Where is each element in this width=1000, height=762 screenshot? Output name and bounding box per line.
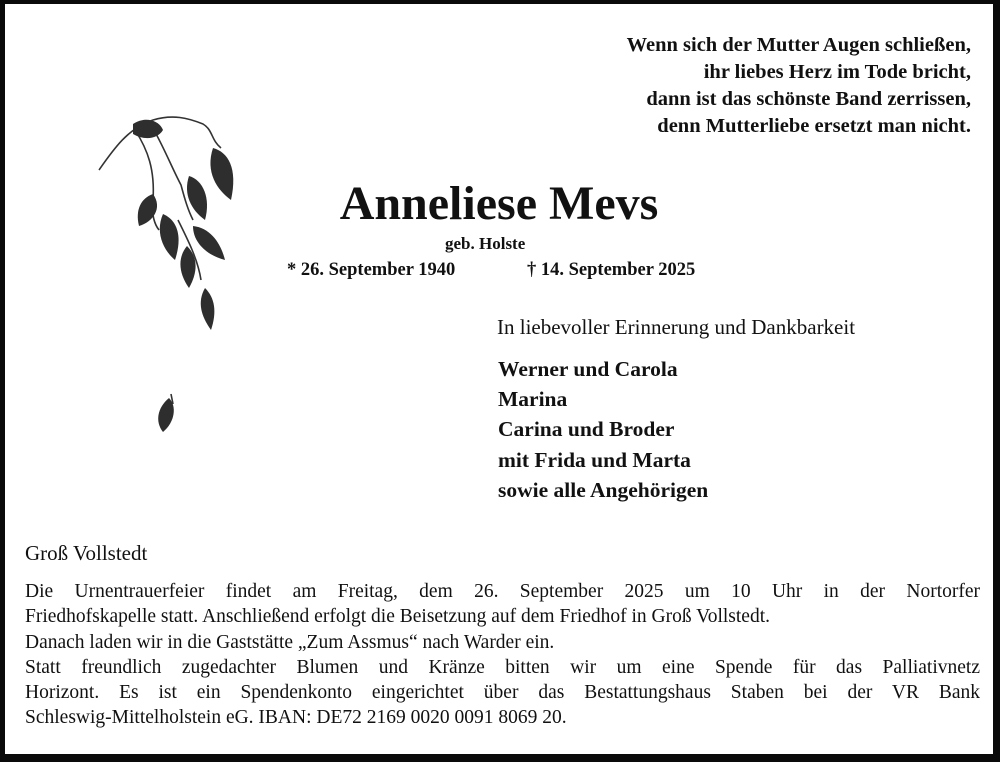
obituary-notice bbox=[5, 4, 993, 754]
hanging-leaves-icon bbox=[93, 110, 263, 440]
poem-line: dann ist das schönste Band zerrissen, bbox=[646, 88, 971, 110]
notice-line: Friedhofskapelle statt. Anschließend erfolgt die Beisetzung auf dem Friedhof in Groß Vollstedt. bbox=[25, 606, 771, 628]
mourners-list bbox=[498, 354, 708, 505]
mourner-entry: sowie alle Angehörigen bbox=[498, 477, 709, 502]
notice-line: Horizont. Es ist ein Spendenkonto eingerichtet über das Bestattungshaus Staben bei der VR Bank bbox=[25, 682, 980, 704]
notice-line: Schleswig-Mittelholstein eG. IBAN: DE72 2169 0020 0091 8069 20. bbox=[25, 707, 567, 729]
mourner-entry: mit Frida und Marta bbox=[498, 447, 691, 472]
maiden-name: geb. Holste bbox=[445, 234, 526, 253]
notice-line: Die Urnentrauerfeier findet am Freitag, dem 26. September 2025 um 10 Uhr in der Nortorfer bbox=[25, 581, 980, 602]
poem-line: ihr liebes Herz im Tode bricht, bbox=[703, 61, 971, 83]
mourner-entry: Werner und Carola bbox=[498, 357, 678, 381]
dedication-text: In liebevoller Erinnerung und Dankbarkeit bbox=[497, 315, 856, 339]
poem bbox=[627, 32, 971, 140]
mourner-entry: Carina und Broder bbox=[498, 417, 675, 442]
birth-date: * 26. September 1940 bbox=[287, 260, 456, 280]
poem-line: Wenn sich der Mutter Augen schließen, bbox=[626, 34, 971, 56]
funeral-notice bbox=[25, 579, 980, 731]
notice-line: Danach laden wir in die Gaststätte „Zum Assmus“ nach Warder ein. bbox=[25, 631, 555, 653]
poem-line: denn Mutterliebe ersetzt man nicht. bbox=[657, 115, 971, 137]
deceased-name-text: Anneliese Mevs bbox=[339, 177, 659, 230]
deceased-name bbox=[5, 176, 993, 232]
notice-line: Statt freundlich zugedachter Blumen und Kränze bitten wir um eine Spende für das Palliativnetz bbox=[25, 656, 980, 678]
place-name: Groß Vollstedt bbox=[25, 541, 148, 565]
death-date: † 14. September 2025 bbox=[527, 260, 696, 280]
mourner-entry: Marina bbox=[498, 387, 568, 412]
